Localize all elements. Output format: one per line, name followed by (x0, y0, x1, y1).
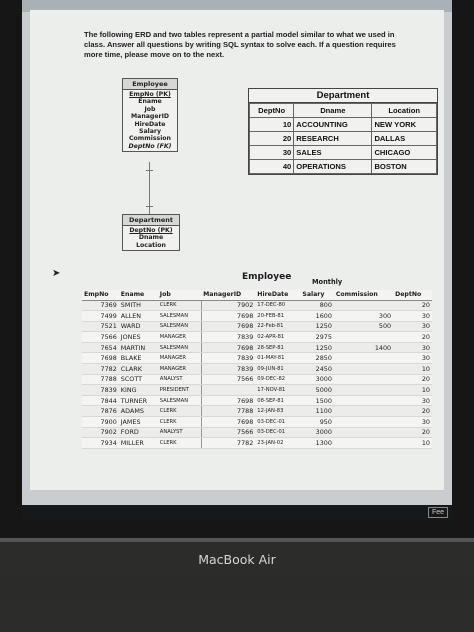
table-row (82, 385, 432, 396)
emp-cell: 3000 (300, 374, 334, 385)
emp-cell: 02-APR-81 (255, 332, 300, 343)
emp-cell (334, 385, 393, 396)
table-row (82, 417, 432, 428)
table-row (250, 118, 437, 132)
erd-employee-entity (122, 78, 178, 152)
emp-cell: 09-JUN-81 (255, 364, 300, 375)
erd-attr-job: Job (144, 105, 156, 113)
emp-cell: 300 (334, 311, 393, 322)
erd-attr-dname: Dname (138, 234, 164, 242)
emp-header: Salary (300, 290, 334, 300)
emp-cell: 20 (393, 332, 432, 343)
emp-cell: 7902 (82, 427, 119, 438)
emp-cell: 7521 (82, 321, 119, 332)
emp-cell (334, 353, 393, 364)
emp-header: DeptNo (393, 290, 432, 300)
department-table (248, 88, 438, 175)
emp-cell: 30 (393, 417, 432, 428)
table-row (82, 332, 432, 343)
emp-cell (334, 300, 393, 311)
emp-cell: ANALYST (158, 427, 201, 438)
erd-attr-managerid: ManagerID (130, 113, 170, 121)
emp-cell: 2850 (300, 353, 334, 364)
emp-cell: 7698 (201, 311, 255, 322)
erd-attr-salary: Salary (138, 128, 161, 136)
taskbar (22, 505, 452, 520)
emp-cell: 30 (393, 395, 432, 406)
erd-attr-commission: Commission (129, 135, 171, 143)
dept-cell: BOSTON (372, 160, 437, 174)
dept-cell: OPERATIONS (294, 160, 372, 174)
emp-cell: ANALYST (158, 374, 201, 385)
document-page (30, 10, 444, 490)
emp-cell: 7698 (201, 321, 255, 332)
emp-cell: 7698 (201, 395, 255, 406)
emp-cell: 1300 (300, 438, 334, 449)
erd-attr-empno: EmpNo (PK) (129, 91, 171, 98)
table-row (82, 374, 432, 385)
emp-cell: MARTIN (119, 342, 158, 353)
erd-department-title: Department (123, 215, 179, 226)
emp-cell: 30 (393, 311, 432, 322)
emp-cell (334, 438, 393, 449)
emp-cell: 23-JAN-02 (255, 438, 300, 449)
emp-cell: SALESMAN (158, 311, 201, 322)
employee-table-subtitle: Monthly (312, 278, 343, 286)
emp-cell: 7900 (82, 417, 119, 428)
emp-cell: 20 (393, 300, 432, 311)
emp-cell: MANAGER (158, 332, 201, 343)
table-row (82, 321, 432, 332)
emp-cell: 7902 (201, 300, 255, 311)
emp-cell: 12-JAN-83 (255, 406, 300, 417)
dept-cell: SALES (294, 146, 372, 160)
emp-cell: 7566 (82, 332, 119, 343)
emp-header: Job (158, 290, 201, 300)
emp-cell: 17-DEC-80 (255, 300, 300, 311)
dept-cell: ACCOUNTING (294, 118, 372, 132)
emp-cell: 2975 (300, 332, 334, 343)
emp-cell: 7788 (201, 406, 255, 417)
mouse-pointer-icon: ➤ (52, 268, 61, 279)
emp-cell: 500 (334, 321, 393, 332)
emp-cell: 30 (393, 342, 432, 353)
emp-cell (334, 364, 393, 375)
emp-cell: 7698 (201, 342, 255, 353)
dept-cell: 30 (250, 146, 294, 160)
emp-cell: MANAGER (158, 364, 201, 375)
emp-cell: 1400 (334, 342, 393, 353)
emp-cell: 09-DEC-82 (255, 374, 300, 385)
erd-employee-title: Employee (123, 79, 177, 90)
table-row (250, 132, 437, 146)
emp-cell: KING (119, 385, 158, 396)
emp-cell: 800 (300, 300, 334, 311)
emp-cell: 20-FEB-81 (255, 311, 300, 322)
dept-header-deptno: DeptNo (250, 104, 294, 118)
emp-cell: TURNER (119, 395, 158, 406)
emp-cell: 7934 (82, 438, 119, 449)
emp-cell: 5000 (300, 385, 334, 396)
emp-cell: SCOTT (119, 374, 158, 385)
feedback-button[interactable]: Fee (428, 507, 448, 518)
dept-cell: NEW YORK (372, 118, 437, 132)
dept-cell: DALLAS (372, 132, 437, 146)
emp-cell: 1500 (300, 395, 334, 406)
employee-rows (82, 300, 432, 448)
erd-department-entity (122, 214, 180, 251)
emp-cell: 7654 (82, 342, 119, 353)
emp-cell: CLERK (158, 300, 201, 311)
emp-cell: 10 (393, 364, 432, 375)
emp-cell: 20 (393, 427, 432, 438)
erd-relationship-tick-top (146, 170, 153, 171)
emp-cell: MANAGER (158, 353, 201, 364)
emp-cell: 950 (300, 417, 334, 428)
table-row (82, 438, 432, 449)
emp-cell: 22-Feb-81 (255, 321, 300, 332)
emp-cell (334, 406, 393, 417)
emp-cell: 10 (393, 438, 432, 449)
emp-header: HireDate (255, 290, 300, 300)
emp-cell: 7839 (82, 385, 119, 396)
emp-header: ManagerID (201, 290, 255, 300)
emp-cell: WARD (119, 321, 158, 332)
department-table-title: Department (249, 89, 437, 103)
emp-cell: 20 (393, 406, 432, 417)
emp-cell: FORD (119, 427, 158, 438)
emp-cell: SALESMAN (158, 342, 201, 353)
emp-cell (334, 374, 393, 385)
erd-attr-hiredate: HireDate (134, 120, 166, 128)
emp-cell: SMITH (119, 300, 158, 311)
emp-cell: ADAMS (119, 406, 158, 417)
keyboard-area (0, 600, 474, 632)
emp-cell: JAMES (119, 417, 158, 428)
dept-cell: CHICAGO (372, 146, 437, 160)
emp-cell: 7876 (82, 406, 119, 417)
erd-department-attributes (123, 226, 179, 250)
emp-cell: 03-DEC-01 (255, 417, 300, 428)
erd-employee-attributes (123, 90, 177, 151)
emp-cell: 20 (393, 374, 432, 385)
table-row (82, 300, 432, 311)
laptop-brand-label: MacBook Air (198, 552, 276, 567)
emp-cell: 7788 (82, 374, 119, 385)
table-row (82, 311, 432, 322)
erd-attr-deptno-pk: DeptNo (PK) (129, 227, 173, 234)
emp-header: EmpNo (82, 290, 119, 300)
emp-cell (334, 332, 393, 343)
emp-cell: ALLEN (119, 311, 158, 322)
table-row (250, 146, 437, 160)
emp-cell: 10 (393, 385, 432, 396)
emp-cell: 1100 (300, 406, 334, 417)
dept-cell: 20 (250, 132, 294, 146)
emp-cell: JONES (119, 332, 158, 343)
emp-cell: 17-NOV-81 (255, 385, 300, 396)
emp-cell: 30 (393, 353, 432, 364)
employee-grid (82, 290, 432, 449)
emp-cell: BLAKE (119, 353, 158, 364)
emp-cell: CLERK (158, 406, 201, 417)
emp-cell: 7369 (82, 300, 119, 311)
emp-cell: 28-SEP-81 (255, 342, 300, 353)
emp-cell: 7698 (201, 417, 255, 428)
dept-header-dname: Dname (294, 104, 372, 118)
table-row (82, 427, 432, 438)
emp-cell: 7844 (82, 395, 119, 406)
emp-cell: 1600 (300, 311, 334, 322)
emp-header: Commission (334, 290, 393, 300)
emp-cell: 7566 (201, 374, 255, 385)
emp-cell (334, 417, 393, 428)
emp-cell: 1250 (300, 342, 334, 353)
instructions-text: The following ERD and two tables represent a partial model similar to what we used in class. Answer all questions by writing SQL syntax to solve each. If a question requires more time, please move on to the next. (84, 30, 396, 59)
emp-cell: 08-SEP-81 (255, 395, 300, 406)
department-grid (249, 103, 437, 174)
dept-cell: 40 (250, 160, 294, 174)
table-row (250, 160, 437, 174)
emp-cell: 3000 (300, 427, 334, 438)
erd-attr-deptno-fk: DeptNo (FK) (128, 142, 172, 150)
emp-cell: PRESIDENT (158, 385, 201, 396)
emp-cell: 01-MAY-81 (255, 353, 300, 364)
emp-cell: MILLER (119, 438, 158, 449)
table-row (82, 395, 432, 406)
erd-relationship-tick-bottom (146, 206, 153, 207)
emp-cell: 1250 (300, 321, 334, 332)
table-row (82, 364, 432, 375)
emp-cell: 7782 (201, 438, 255, 449)
emp-cell: SALESMAN (158, 395, 201, 406)
table-row (82, 342, 432, 353)
emp-cell: 7698 (82, 353, 119, 364)
emp-cell: 30 (393, 321, 432, 332)
emp-cell: 7499 (82, 311, 119, 322)
dept-cell: RESEARCH (294, 132, 372, 146)
emp-cell: 7782 (82, 364, 119, 375)
emp-cell: 7566 (201, 427, 255, 438)
emp-cell: CLARK (119, 364, 158, 375)
emp-cell: SALESMAN (158, 321, 201, 332)
dept-cell: 10 (250, 118, 294, 132)
emp-cell (334, 427, 393, 438)
emp-cell: 7839 (201, 353, 255, 364)
emp-cell: 03-DEC-01 (255, 427, 300, 438)
erd-attr-ename: Ename (138, 98, 162, 106)
employee-table-title: Employee (242, 272, 292, 282)
erd-attr-location: Location (136, 241, 166, 249)
laptop-screen (22, 0, 452, 520)
emp-cell: 2450 (300, 364, 334, 375)
emp-cell: CLERK (158, 417, 201, 428)
emp-header: Ename (119, 290, 158, 300)
emp-cell (334, 395, 393, 406)
emp-cell: 7839 (201, 364, 255, 375)
dept-header-location: Location (372, 104, 437, 118)
table-row (82, 353, 432, 364)
emp-cell: CLERK (158, 438, 201, 449)
emp-cell: 7839 (201, 332, 255, 343)
laptop-hinge (0, 538, 474, 542)
emp-cell (201, 385, 255, 396)
table-row (82, 406, 432, 417)
